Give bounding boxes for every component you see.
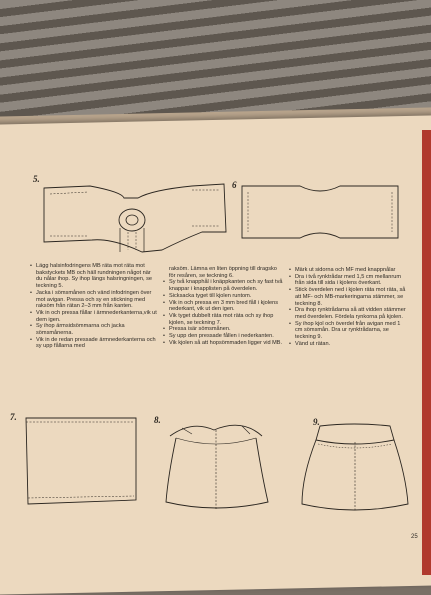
instructions-column-1 — [30, 263, 158, 350]
instruction-item: raksöm. Lämna en liten öppning till dragsko för resåren, se teckning 6. — [169, 266, 277, 279]
instruction-item: • Vänd ut rätan. — [289, 341, 409, 348]
page-number: 25 — [411, 534, 418, 540]
instruction-item: • Dra i två rynktrådar med 1,5 cm mellanrum från sida till sida i kjolens överkant. — [289, 274, 409, 287]
figure-7-skirt-drawing — [22, 414, 142, 511]
figure-8-assembly-drawing — [162, 416, 272, 521]
instructions-column-3 — [289, 267, 409, 347]
instruction-item: • Pressa isär sömsmånen. — [163, 326, 283, 333]
instruction-item: • Vik in och pressa fållar i ärmnederkanterna,vik ut dem igen. — [30, 310, 158, 323]
instruction-item: • Sicksacka tyget till kjolen runtom. — [163, 293, 283, 300]
instruction-item: • Vik kjolen så att hopsömmaden ligger vid MB. — [163, 340, 283, 347]
instruction-item: • Märk ut sidorna och MF med knappnålar — [289, 267, 409, 274]
instruction-item: • Vik tyget dubbelt räta mot räta och sy ihop kjolen, se teckning 7. — [163, 313, 283, 326]
instruction-item: • Dra ihop rynktrådarna så att vidden stämmer med överdelen. Fördela rynkorna på kjolen. — [289, 307, 409, 320]
figure-5-bodice-drawing — [42, 180, 232, 265]
instruction-item: • Jacka i sömsmånen och vänd infodringen över mot avigan. Pressa och sy en stickning med raksöm från rätan 2–3 mm från kanten. — [30, 290, 158, 310]
instruction-item: • Sy två knapphål i knäppkanten och sy fast två knappar i knapplisten på överdelen. — [163, 279, 283, 292]
figure-9-finished-drawing — [298, 420, 412, 521]
figure-7-number: 7. — [10, 412, 17, 422]
instruction-item: • Sy upp den pressade fållen i nederkanten. — [163, 333, 283, 340]
instruction-item: • Vik in och pressa en 3 mm bred fåll i kjolens nederkant, vik ut den igen. — [163, 300, 283, 313]
instructions-column-2 — [163, 266, 283, 346]
next-page-edge — [422, 130, 431, 575]
figure-6-number: 6 — [232, 180, 237, 190]
figure-8-number: 8. — [154, 415, 161, 425]
instruction-item: • Sy ihop ärmsidsömmarna och jacka sömsmånerna. — [30, 323, 158, 336]
figure-5-number: 5. — [33, 174, 40, 184]
instruction-item: • Stick överdelen ned i kjolen räta mot räta, så att MF- och MB-markeringarna stämmer, se teckning 8. — [289, 287, 409, 307]
instruction-item: • Lägg halsinfodringens MB räta mot räta mot bakstyckets MB och häll rundningen något när du nålar ihop. Sy ihop längs halsringningen, se teckning 5. — [30, 263, 158, 290]
figure-9-number: 9. — [313, 417, 320, 427]
figure-6-sleeve-drawing — [240, 182, 400, 247]
instruction-item: • Sy ihop kjol och överdel från avigan med 1 cm sömsmån. Dra ur rynktrådarna, se teckning 9. — [289, 321, 409, 341]
instruction-item: • Vik in de redan pressade ärmnederkanterna och sy upp fållarna med — [30, 337, 158, 350]
